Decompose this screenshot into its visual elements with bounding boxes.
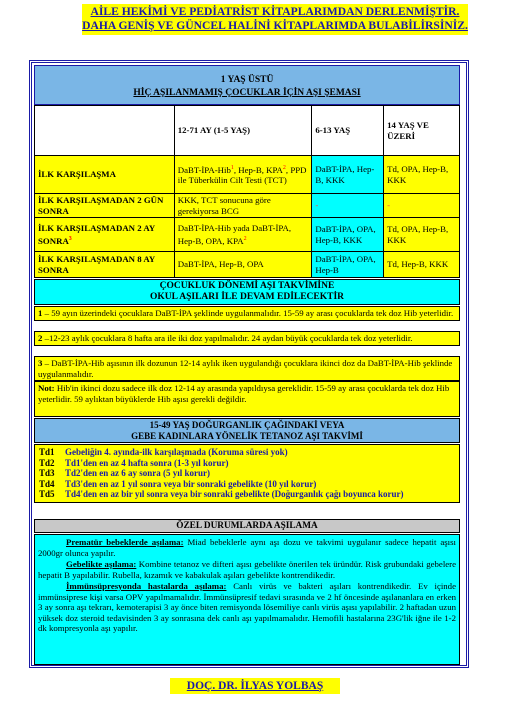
row-cell: DaBT-İPA-Hib yada DaBT-İPA, Hep-B, OPA, KPA$^2$ <box>174 218 312 252</box>
immunosuppression-paragraph: İmmünsüpresyonda hastalarda aşılama: Canlı virüs ve bakteri aşıları kontrendikedir. Ev içinde immünsiprese kişi varsa OPV yapılmamalıdır. İmmünsüpresif tedavi sırasında ve 2 hf öncesinde aşılananlara en erken 3 ay sonra aşı tekrarı, kemoterapisi 3 ay önce biten remisyonda lösemiliye canlı virüs aşısı yapılabilir. 2 haftadan uzun yüksek doz steroid tedavisinden 3 ay sonrasına dek canlı aşı yapılmamalıdır. Hemofili hastalarına 23G'lik iğne ile 1-2 dk kompresyonla aşı yapılır. <box>38 581 456 633</box>
tetanus-heading-line-1: 15-49 YAŞ DOĞURGANLIK ÇAĞINDAKİ VEYA <box>149 420 345 430</box>
list-item: Td1 Gebeliğin 4. ayında-ilk karşılaşmada (Koruma süresi yok) <box>39 447 288 457</box>
row-label: İLK KARŞILAŞMADAN 2 GÜN SONRA <box>35 194 175 218</box>
footnote-3: 3 – DaBT-İPA-Hib aşısının ilk dozunun 12-14 aylık iken uygulandığı çocuklara ikinci doz da DaBT-İPA-Hib şeklinde uygulanmalıdır. <box>34 356 460 381</box>
table-row <box>35 156 460 194</box>
special-cases-heading: ÖZEL DURUMLARDA AŞILAMA <box>34 519 460 533</box>
premature-paragraph: Prematür bebeklerde aşılama: Miad bebeklerle aynı aşı dozu ve takvimi uygulanır sadece hepatit aşısı 2000gr olunca yapılır. <box>38 537 456 558</box>
table-row <box>35 218 460 252</box>
table-header-row <box>35 106 460 156</box>
table-row <box>35 252 460 278</box>
row-cell: Td, OPA, Hep-B, KKK <box>384 218 460 252</box>
banner-line-2: DAHA GENİŞ VE GÜNCEL HALİNİ KİTAPLARIMDA BULABİLİRSİNİZ. <box>82 19 468 32</box>
childhood-heading-line-1: ÇOCUKLUK DÖNEMİ AŞI TAKVİMİNE <box>159 281 335 291</box>
banner-line-1: AİLE HEKİMİ VE PEDİATRİST KİTAPLARIMDAN DERLENMİŞTİR. <box>90 5 460 18</box>
row-label: İLK KARŞILAŞMADAN 8 AY SONRA <box>35 252 175 278</box>
list-item: Td4 Td3'den en az 1 yıl sonra veya bir sonraki gebelikte (10 yıl korur) <box>39 478 317 489</box>
row-label: İLK KARŞILAŞMADAN 2 AY SONRA$^3$ <box>35 218 175 252</box>
row-cell: KKK, TCT sonucuna göre gerekiyorsa BCG <box>174 194 312 218</box>
table-row <box>35 194 460 218</box>
row-cell: DaBT-İPA, Hep-B, KKK <box>312 156 384 194</box>
schedule-title-line-2: HİÇ AŞILANMAMIŞ ÇOCUKLAR İÇİN AŞI ŞEMASI <box>133 88 361 98</box>
tetanus-schedule <box>34 444 460 503</box>
row-cell: - <box>384 194 460 218</box>
childhood-section-heading <box>34 279 460 305</box>
row-cell: DaBT-İPA-Hib$^1$, Hep-B, KPA$^2$, PPD ile Tüberkülin Cilt Testi (TCT) <box>174 156 312 194</box>
document-frame <box>29 60 469 668</box>
row-cell: DaBT-İPA, OPA, Hep-B, KKK <box>312 218 384 252</box>
author-footer: DOÇ. DR. İLYAS YOLBAŞ <box>170 678 340 694</box>
pregnancy-paragraph: Gebelikte aşılama: Kombine tetanoz ve difteri aşısı gebelikte önerilen tek üründür. Risk grubundaki gebelere hepatit B yapılabilir. Rubella, kızamık ve kabakulak aşıları gebelikte kontrendikedir. <box>38 559 457 580</box>
childhood-heading-line-2: OKUL AŞILARI İLE DEVAM EDİLECEKTİR <box>149 292 345 302</box>
schedule-title-box <box>34 65 460 105</box>
footnote-1: 1 – 59 ayın üzerindeki çocuklara DaBT-İPA şeklinde uygulanmalıdır. 15-59 ay arası çocuklarda tek doz Hib yeterlidir. <box>34 306 460 321</box>
schedule-title-line-1: 1 YAŞ ÜSTÜ <box>220 75 274 85</box>
list-item: Td2 Td1'den en az 4 hafta sonra (1-3 yıl korur) <box>39 457 229 468</box>
tetanus-heading-line-2: GEBE KADINLARA YÖNELİK TETANOZ AŞI TAKVİMİ <box>131 430 363 441</box>
row-cell: Td, Hep-B, KKK <box>384 252 460 278</box>
col-header-12-71: 12-71 AY (1-5 YAŞ) <box>174 106 312 156</box>
special-cases-body <box>34 534 460 665</box>
row-cell: Td, OPA, Hep-B, KKK <box>384 156 460 194</box>
footnote-2: 2 –12-23 aylık çocuklara 8 hafta ara ile iki doz yapılmalıdır. 24 aydan büyük çocuklarda tek doz yeterlidir. <box>34 331 460 346</box>
header-empty-cell <box>35 106 175 156</box>
hib-note: Not: Hib'in ikinci dozu sadece ilk doz 12-14 ay arasında yapıldıysa gereklidir. 15-59 ay arası çocuklarda tek doz Hib yeterlidir. 59 aylıktan büyüklerde Hib aşısı gerekli değildir. <box>34 381 460 417</box>
top-banner <box>82 4 468 35</box>
tetanus-section-heading <box>34 418 460 443</box>
row-label: İLK KARŞILAŞMA <box>35 156 175 194</box>
vaccine-schedule-table <box>34 105 460 278</box>
list-item: Td5 Td4'den en az bir yıl sonra veya bir sonraki gebelikte (Doğurganlık çağı boyunca korur) <box>39 489 404 499</box>
list-item: Td3 Td2'den en az 6 ay sonra (5 yıl korur) <box>39 468 211 478</box>
row-cell: DaBT-İPA, OPA, Hep-B <box>312 252 384 278</box>
row-cell: - <box>312 194 384 218</box>
col-header-6-13: 6-13 YAŞ <box>312 106 384 156</box>
row-cell: DaBT-İPA, Hep-B, OPA <box>174 252 312 278</box>
col-header-14-plus: 14 YAŞ VE ÜZERİ <box>384 106 460 156</box>
